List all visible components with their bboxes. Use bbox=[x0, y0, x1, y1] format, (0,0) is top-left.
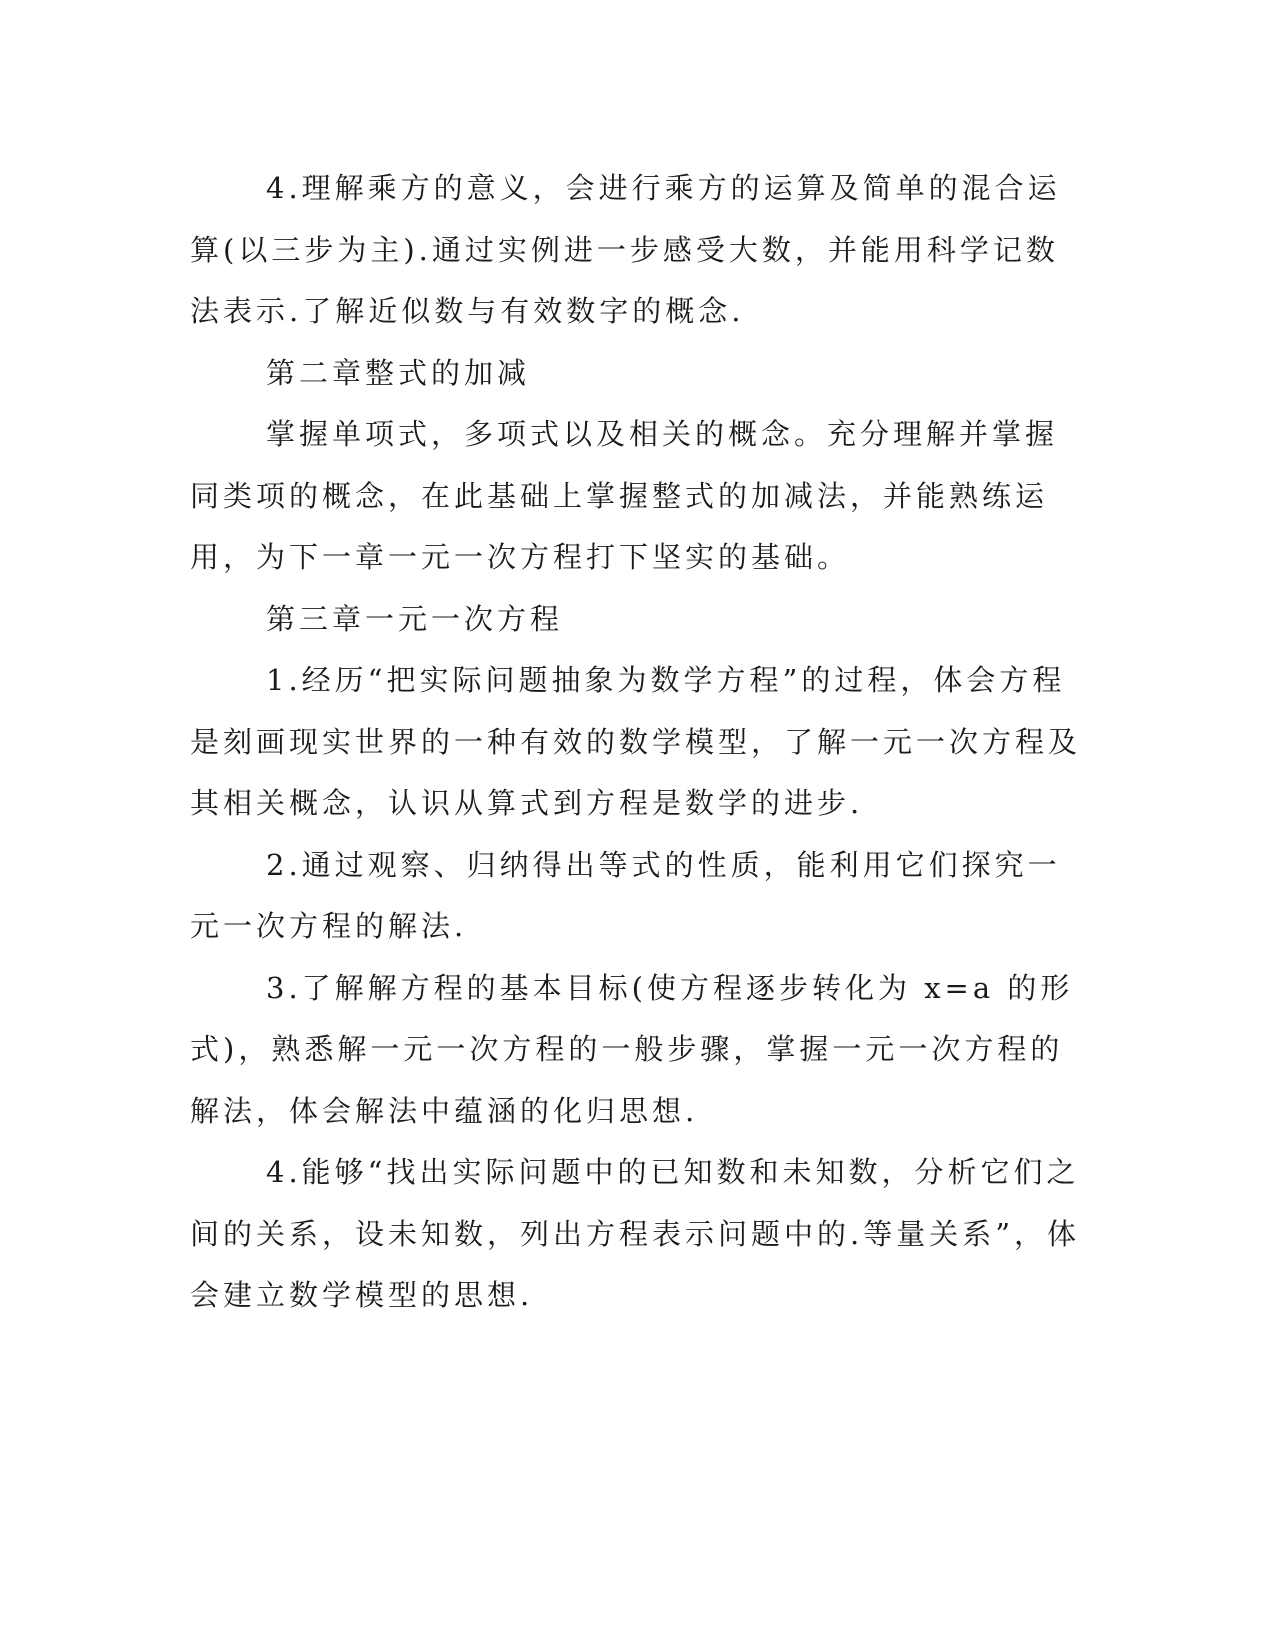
paragraph-equation-properties: 2.通过观察、归纳得出等式的性质，能利用它们探究一元一次方程的解法. bbox=[190, 847, 1061, 943]
chapter-3-heading: 第三章一元一次方程 bbox=[266, 601, 564, 636]
paragraph-solving-steps: 3.了解解方程的基本目标(使方程逐步转化为 x=a 的形式)，熟悉解一元一次方程的一般步骤，掌握一元一次方程的解法，体会解法中蕴涵的化归思想. bbox=[190, 970, 1074, 1128]
paragraph-polynomials: 掌握单项式，多项式以及相关的概念。充分理解并掌握同类项的概念，在此基础上掌握整式的加减法，并能熟练运用，为下一章一元一次方程打下坚实的基础。 bbox=[190, 417, 1059, 574]
chapter-2-heading: 第二章整式的加减 bbox=[266, 355, 531, 390]
paragraph-equation-modeling: 1.经历“把实际问题抽象为数学方程”的过程，体会方程是刻画现实世界的一种有效的数学模型，了解一元一次方程及其相关概念，认识从算式到方程是数学的进步. bbox=[190, 663, 1082, 820]
document-body bbox=[190, 158, 1090, 1327]
paragraph-powers: 4.理解乘方的意义，会进行乘方的运算及简单的混合运算(以三步为主).通过实例进一步感受大数，并能用科学记数法表示.了解近似数与有效数字的概念. bbox=[190, 171, 1061, 328]
paragraph-equation-relations: 4.能够“找出实际问题中的已知数和未知数，分析它们之间的关系，设未知数，列出方程表示问题中的.等量关系”，体会建立数学模型的思想. bbox=[190, 1155, 1081, 1312]
